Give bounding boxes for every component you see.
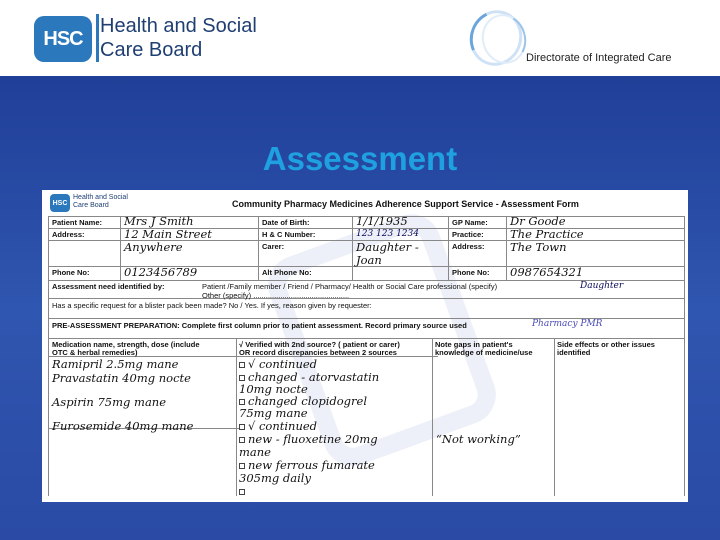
verification-text: changed - atorvastatin xyxy=(248,370,380,384)
verification-text: 75mg mane xyxy=(239,406,308,420)
grid-line xyxy=(352,216,353,280)
value-carer-line2: Joan xyxy=(356,253,382,267)
verification-text: mane xyxy=(239,445,271,459)
need-other: Other (specify) .............................................. xyxy=(202,291,350,300)
value-primary-source: Pharmacy PMR xyxy=(532,319,603,329)
value-hc-number: 123 123 1234 xyxy=(356,229,419,239)
logo-divider xyxy=(96,14,99,62)
form-title: Community Pharmacy Medicines Adherence Support Service - Assessment Form xyxy=(232,199,579,209)
value-gp-name: Dr Goode xyxy=(510,214,566,228)
value-need-by: Daughter xyxy=(580,281,624,291)
medication-item: Pravastatin 40mg nocte xyxy=(52,371,191,385)
need-options: Patient /Family member / Friend / Pharmacy/ Health or Social Care professional (specify) xyxy=(202,282,498,291)
pre-assessment-heading: PRE-ASSESSMENT PREPARATION: Complete first column prior to patient assessment. Record primary source used xyxy=(52,321,467,330)
checkbox-icon xyxy=(239,463,245,469)
checkbox-icon xyxy=(239,424,245,430)
grid-line xyxy=(48,216,49,496)
verification-item xyxy=(239,484,248,498)
medication-item: Furosemide 40mg mane xyxy=(52,419,194,433)
col-header-verified-2: OR record discrepancies between 2 sources xyxy=(239,348,397,357)
label-gp-address: Address: xyxy=(452,242,485,251)
col-header-knowledge-2: knowledge of medicine/use xyxy=(435,348,533,357)
label-practice: Practice: xyxy=(452,230,484,239)
label-phone: Phone No: xyxy=(52,268,90,277)
verification-item xyxy=(239,419,317,433)
value-address-line2: Anywhere xyxy=(124,240,183,254)
verification-text: new - fluoxetine 20mg xyxy=(248,432,378,446)
col-header-verified-1: √ Verified with 2nd source? ( patient or carer) xyxy=(239,340,400,349)
label-gp-phone: Phone No: xyxy=(452,268,490,277)
grid-line xyxy=(432,338,433,496)
verification-text: √ continued xyxy=(248,419,318,433)
verification-text: new ferrous fumarate xyxy=(248,458,375,472)
verification-item xyxy=(239,357,317,371)
grid-line xyxy=(48,298,684,299)
col-header-knowledge-1: Note gaps in patient's xyxy=(435,340,513,349)
org-name-line2: Care Board xyxy=(100,39,203,61)
value-phone: 0123456789 xyxy=(124,265,198,279)
grid-line xyxy=(258,216,259,280)
value-carer-line1: Daughter - xyxy=(356,240,419,254)
col-header-side-effects-1: Side effects or other issues xyxy=(557,340,655,349)
value-address-line1: 12 Main Street xyxy=(124,227,212,241)
value-patient-name: Mrs J Smith xyxy=(124,214,194,228)
value-practice: The Practice xyxy=(510,227,584,241)
blister-request-question: Has a specific request for a blister pack been made? No / Yes. If yes, reason given by requester: xyxy=(52,301,372,310)
label-hc-number: H & C Number: xyxy=(262,230,316,239)
value-dob: 1/1/1935 xyxy=(356,214,408,228)
org-name-line1: Health and Social xyxy=(100,15,257,37)
verification-item xyxy=(239,445,271,459)
verification-item xyxy=(239,432,378,446)
grid-line xyxy=(448,216,449,280)
verification-text: changed clopidogrel xyxy=(248,394,368,408)
verification-item xyxy=(239,458,375,472)
value-gp-address: The Town xyxy=(510,240,567,254)
verification-item xyxy=(239,471,311,485)
label-carer: Carer: xyxy=(262,242,285,251)
grid-line xyxy=(236,338,237,496)
form-logo-line2: Care Board xyxy=(73,202,109,209)
verification-text: √ continued xyxy=(248,357,318,371)
assessment-form xyxy=(42,190,688,502)
checkbox-icon xyxy=(239,437,245,443)
checkbox-icon xyxy=(239,375,245,381)
label-patient-name: Patient Name: xyxy=(52,218,103,227)
form-logo-line1: Health and Social xyxy=(73,194,128,201)
knowledge-gap-note: “Not working” xyxy=(436,432,521,446)
slide-title: Assessment xyxy=(262,140,458,177)
label-dob: Date of Birth: xyxy=(262,218,310,227)
verification-item xyxy=(239,406,308,420)
grid-line xyxy=(506,216,507,280)
verification-text: 10mg nocte xyxy=(239,382,308,396)
label-need-identified: Assessment need identified by: xyxy=(52,282,165,291)
form-logo-text xyxy=(73,194,128,210)
checkbox-icon xyxy=(239,489,245,495)
col-header-medication-2: OTC & herbal remedies) xyxy=(52,348,138,357)
label-gp-name: GP Name: xyxy=(452,218,488,227)
grid-line xyxy=(48,338,684,339)
grid-line xyxy=(684,216,685,496)
medication-item: Ramipril 2.5mg mane xyxy=(52,357,179,371)
grid-line xyxy=(120,216,121,280)
checkbox-icon xyxy=(239,362,245,368)
col-header-side-effects-2: identified xyxy=(557,348,591,357)
slide-header xyxy=(0,0,720,76)
org-name xyxy=(100,14,257,62)
directorate-name: Directorate of Integrated Care xyxy=(526,52,672,64)
verification-text: 305mg daily xyxy=(239,471,311,485)
col-header-medication-1: Medication name, strength, dose (include xyxy=(52,340,200,349)
checkbox-icon xyxy=(239,399,245,405)
grid-line xyxy=(554,338,555,496)
label-address: Address: xyxy=(52,230,85,239)
hsc-logo: HSC xyxy=(34,16,92,62)
label-alt-phone: Alt Phone No: xyxy=(262,268,312,277)
form-hsc-logo: HSC xyxy=(50,194,70,212)
medication-item: Aspirin 75mg mane xyxy=(52,395,167,409)
value-gp-phone: 0987654321 xyxy=(510,265,584,279)
